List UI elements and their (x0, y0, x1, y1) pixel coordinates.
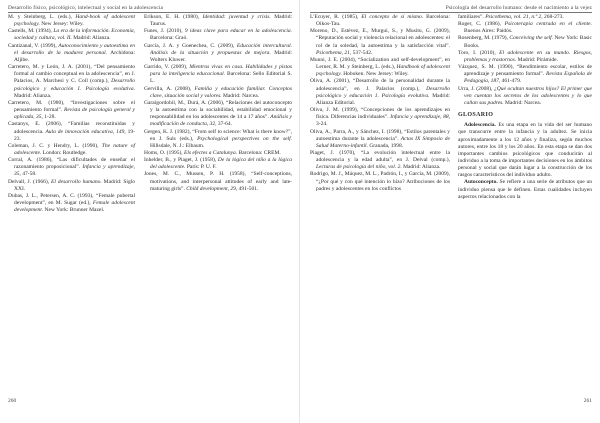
reference-pre: Gergen, K. J. (1982), “From self to science: What is there know?”, en J. Suls (eds.), (144, 128, 292, 142)
reference-post: Madrid: Alianza. (14, 92, 52, 99)
reference-post: Buenos Aires: Paidós. (464, 28, 513, 35)
reference-title: Revista Española de Pedagogía, 187, (464, 71, 592, 85)
reference-entry (144, 28, 292, 42)
reference-entry (310, 150, 450, 171)
reference-entry (310, 78, 450, 107)
reference-entry (310, 129, 450, 150)
reference-entry (8, 28, 135, 42)
reference-entry (310, 28, 450, 57)
reference-title: Conceiving the self. (509, 35, 554, 42)
reference-title: Revista de psicología general y aplicada, 35, (14, 107, 135, 121)
reference-entry (310, 107, 450, 128)
reference-pre: García, J. A. y Goenechea, C. (2009), (144, 42, 237, 49)
reference-pre: Dubas, J. L., Petersen, A. C. (1993), “Female pubertal development”, en M. Sugar (ed.), (8, 192, 135, 207)
reference-title: Desarrollo psicológico y educación I. Psicología evolutiva. (14, 78, 135, 92)
reference-entry (458, 50, 592, 64)
reference-entry (144, 157, 292, 171)
left-header-rule (8, 12, 292, 13)
reference-pre: Garaigordobil, M., Durá, A. (2006), “Relaciones del autoconcepto y la autoestima con la sociabilidad, estabilidad emocional y responsabilidad en los adolescentes de 14 a 17 años”. (144, 99, 292, 121)
reference-pre: Oliva, A. (2001), “Desarrollo de la personalidad durante la adolescencia”, en J. Palacios (comp.), (310, 78, 450, 92)
reference-title: Familia y educación familiar. Conceptos clave, situación social y valores. (150, 85, 292, 99)
reference-pre: Oliva, A., Parra, A., y Sánchez, I. (1998), “Estilos parentales y autoestima durante la adolescencia”. (310, 128, 450, 142)
right-page-number: 261 (583, 398, 592, 404)
reference-post: 537-542. (351, 49, 373, 56)
reference-post: New Jersey: Wiley. (39, 21, 84, 28)
reference-post: Madrid: Narcea. (503, 99, 542, 106)
reference-title: El desarrollo humano. (51, 178, 102, 185)
reference-title: The nature of adolescente. (14, 142, 136, 156)
reference-post: 268-273. (542, 14, 564, 20)
reference-post: 491-501. (237, 185, 259, 192)
glossary-term: Adolescencia. (464, 122, 496, 129)
reference-post: Madrid: Taurus. (150, 14, 292, 28)
glossary-entry (458, 179, 592, 200)
reference-pre: Moreno, D., Estévez, E., Murgui, S., y Musitu, G. (2009), “Reputación social y violencia relacional en adolescentes: el rol de la soledad, la autoestima y la satisfacción vital”. (310, 28, 450, 49)
reference-post: London: Routledge. (41, 149, 87, 156)
reference-post: Archidona: Aljibe. (14, 49, 135, 63)
reference-title: Desarrollo psicológico y educación 1. Psicología evolutiva. (316, 85, 450, 99)
reference-pre: Erikson, E. H. (1980), (144, 14, 203, 20)
reference-entry (458, 21, 592, 35)
reference-entry (8, 193, 135, 214)
reference-title: Lecturas de psicología del niño, vol. 2. (316, 164, 402, 171)
reference-title: El concepto de sí mismo. (361, 14, 424, 20)
reference-title: Psicothema, vol. 21, n.º 2, (485, 14, 543, 20)
reference-post: Madrid: Alianza. (71, 35, 111, 42)
reference-post: 3-24. (316, 121, 328, 128)
reference-title: Els efectes a Catalunya. (184, 149, 238, 156)
reference-pre: Jones, M. C., Mussen, P. H. (1958), “Self-conceptions, motivations, and interpersonal attitudes of early and late-maturing girls”. (144, 171, 292, 192)
reference-pre: L'Ecuyer, R. (1985), (310, 14, 362, 20)
reference-title: Autoconocimiento y autoestima en el desarrollo de la madurez personal. (14, 42, 135, 56)
reference-pre: Urra, J. (2008), (458, 85, 494, 92)
reference-pre: Toro, I. (2010), (458, 49, 500, 56)
reference-title: Educación intercultural. Análisis de la situación y propuestas de mejora. (150, 42, 292, 56)
reference-title: Psychological perspectives on the self. (197, 135, 292, 142)
reference-title: Mientras vivas en casa. Habilidades y pistas para la inteligencia educacional. (150, 64, 292, 78)
glossary-term: Autoconcepto. (464, 179, 498, 186)
reference-pre: Carretero, M. (1980), “Investigaciones sobre el pensamiento formal”. (8, 99, 135, 114)
reference-entry (310, 171, 450, 192)
right-column-1 (310, 14, 450, 193)
reference-entry (144, 64, 292, 85)
reference-pre: Munni, J. E. (2004), “Socialization and self-development”, en Lerner, R. M. y Steinberg, L. (eds.), (310, 56, 450, 71)
glossary-definition: Es una etapa en la vida del ser humano que transcurre entre la infancia y la adultez. Se inicia aproximadamente a los 12 años y finaliza, según muchos autores, entre los 18 y los 20 años. En esta etapa se dan dos importantes cambios psicológicos que conducirán al individuo a la toma de importantes decisiones en los ámbitos personal y social que darán lugar a la construcción de los rasgos característicos del individuo adulto. (458, 122, 592, 179)
reference-title: ¿Qué ocultan nuestros hijos? El primer que ven cuentan los secretos de los adolescentes y lo que callan sus padres. (464, 85, 592, 106)
reference-pre: Rosenberg, M. (1979), (458, 35, 510, 42)
reference-entry (144, 43, 292, 64)
reference-entry (458, 64, 592, 85)
reference-pre: Garrido, V. (2009), (144, 64, 190, 71)
left-page-number: 260 (8, 398, 17, 404)
reference-post: 37-64. (216, 121, 233, 128)
reference-post: New York: Basic Books. (464, 35, 592, 49)
reference-title: Infancia y aprendizaje, 35, (14, 164, 135, 178)
reference-pre: Corral, A. (1986), “Las dificultades de enseñar el razonamiento proposicional”. (8, 157, 135, 171)
reference-post: Hoboken. New Jersey: Wiley. (341, 71, 409, 78)
left-column-2 (144, 14, 292, 193)
reference-post: Madrid: Alianza. (401, 164, 441, 171)
reference-pre: Cantizanal, V. (1999), (8, 42, 59, 49)
reference-pre: familiares”. (458, 14, 486, 20)
reference-post: 461-479. (500, 78, 522, 85)
reference-pre: M. y Steinberg, L. (eds.), (8, 14, 76, 20)
reference-post: 47-58. (20, 171, 37, 178)
reference-pre: Castanys, E. (2006), “Familias reconstituidas y adolescencia. (8, 121, 135, 135)
reference-pre: Homs, O. (1995), (144, 149, 185, 156)
reference-pre: Castells, M. (1994), (8, 28, 54, 35)
reference-pre: Inhelder, B., y Piaget, J. (1958), (144, 157, 218, 164)
reference-entry (310, 14, 450, 28)
reference-post: New York: Brunner Mazel. (43, 207, 105, 214)
reference-title: La era de la información. Economía, sociedad y cultura, vol. II. (14, 28, 135, 42)
reference-entry (8, 121, 135, 142)
reference-entry (8, 14, 135, 28)
reference-title: De la lógica del niño a la lógica del adolescente. (150, 157, 292, 171)
reference-entry (144, 86, 292, 100)
reference-pre: Roger, C. (1986), (458, 21, 505, 28)
reference-pre: Piaget, J. (1970), “La evolución intelectual entre la adolescencia y la edad adulta”, en J. Delval (comp.), (310, 149, 450, 164)
right-page (300, 0, 600, 423)
reference-post: Madrid: Siglo XXI. (14, 178, 135, 192)
reference-post: Barcelona: Oikos-Tau. (316, 14, 450, 28)
reference-entry (458, 86, 592, 107)
glossary-definition: Se refiere a una serie de atributos que un individuo piensa que le definen. Estas cualidades incluyen aspectos relacionados con la (458, 179, 592, 200)
reference-title: Handbook of adolescent psychology. (316, 64, 451, 78)
reference-entry (8, 64, 135, 100)
reference-post: Granada, 1998. (367, 142, 404, 149)
reference-pre: Rodrigo, M. J., Máquez, M. L., Padrón, I., y García, M. (2009), “¿Por qué y con qué intención lo hizo? Atribuciones de los padres y adolescentes en los conflictos (310, 171, 450, 192)
reference-entry (458, 35, 592, 49)
reference-post: Barcelona: CREM. (237, 149, 281, 156)
reference-post: Hillsdale, N. J.: Elbaum. (150, 142, 205, 149)
reference-post: Madrid: Pirámide. (516, 56, 558, 63)
glossary-entry (458, 122, 592, 179)
reference-post: París: P. U. F. (185, 164, 217, 171)
reference-title: Aula de innovación educativa, 149, (45, 128, 126, 135)
reference-title: Psicothema, 21, (316, 49, 352, 56)
left-column-1 (8, 14, 135, 214)
reference-post: Madrid: Wolters Kluwer. (150, 49, 292, 63)
reference-post: Barcelona: Sello Editorial S. L. (150, 71, 292, 85)
reference-pre: Gervilla, A. (2008), (144, 85, 195, 92)
reference-title: Female adolescent development. (14, 200, 135, 214)
reference-entry (8, 100, 135, 121)
reference-entry (144, 129, 292, 150)
reference-entry (144, 100, 292, 129)
reference-title: Infancia y aprendizaje, 88, (390, 114, 450, 121)
right-running-head: Psicología del desarrollo humano: desde el nacimiento a la vejez (445, 5, 592, 11)
left-running-head: Desarrollo físico, psicológico, intelectual y social en la adolescencia (8, 5, 163, 11)
reference-title: Identidad: juventud y crisis. (202, 14, 271, 20)
reference-pre: Oliva, J. M. (1999), “Concepciones de los aprendizajes en física. Diferencias individuales”. (310, 107, 450, 121)
reference-entry (8, 157, 135, 178)
reference-entry (310, 57, 450, 78)
reference-post: Madrid: Alianza Editorial. (316, 92, 450, 106)
reference-pre: Funes, J. (2010), (144, 28, 185, 35)
reference-entry (8, 179, 135, 193)
reference-title: Hand-book of adolescent psychology. (14, 14, 135, 28)
reference-entry (8, 143, 135, 157)
reference-post: 1-28. (42, 114, 56, 121)
reference-pre: Coleman, J. C. y Hendry, L. (1990), (8, 142, 102, 149)
reference-title: El adolescente en su mundo. Riesgos, problemas y trastornos. (464, 49, 592, 63)
reference-post: Madrid: Narcea. (221, 92, 260, 99)
reference-entry (144, 14, 292, 28)
reference-title: Análisis y modificación de conducta, 32, (150, 114, 293, 128)
right-header-rule (310, 12, 592, 13)
reference-pre: Delvall, J. (1966), (8, 178, 52, 185)
reference-pre: Carretero, M. y León, J. A. (2001), “Del pensamiento formal al cambio conceptual en la adolescencia”, en J. Palacios, A. Marchesi y C. Coll (comp.), (8, 64, 135, 85)
reference-entry (8, 43, 135, 64)
reference-title: Psicoterapia centrada en el cliente. (504, 21, 592, 28)
reference-title: 9 ideas clave para educar en la adolescencia. (184, 28, 292, 35)
reference-pre: Vázquez, S. M. (1990), “Rendimiento escolar, estilos de aprendizaje y pensamiento formal”. (458, 64, 592, 78)
reference-title: Actas IX Simposio de Salud Materno-infantil. (316, 135, 450, 149)
reference-post: 19-23. (14, 128, 135, 142)
reference-title: Child development, 29, (186, 185, 238, 192)
reference-post: Barcelona: Graó. (150, 35, 188, 42)
glossary-heading: GLOSARIO (458, 112, 494, 119)
reference-entry (144, 171, 292, 192)
right-column-2 (458, 14, 592, 201)
